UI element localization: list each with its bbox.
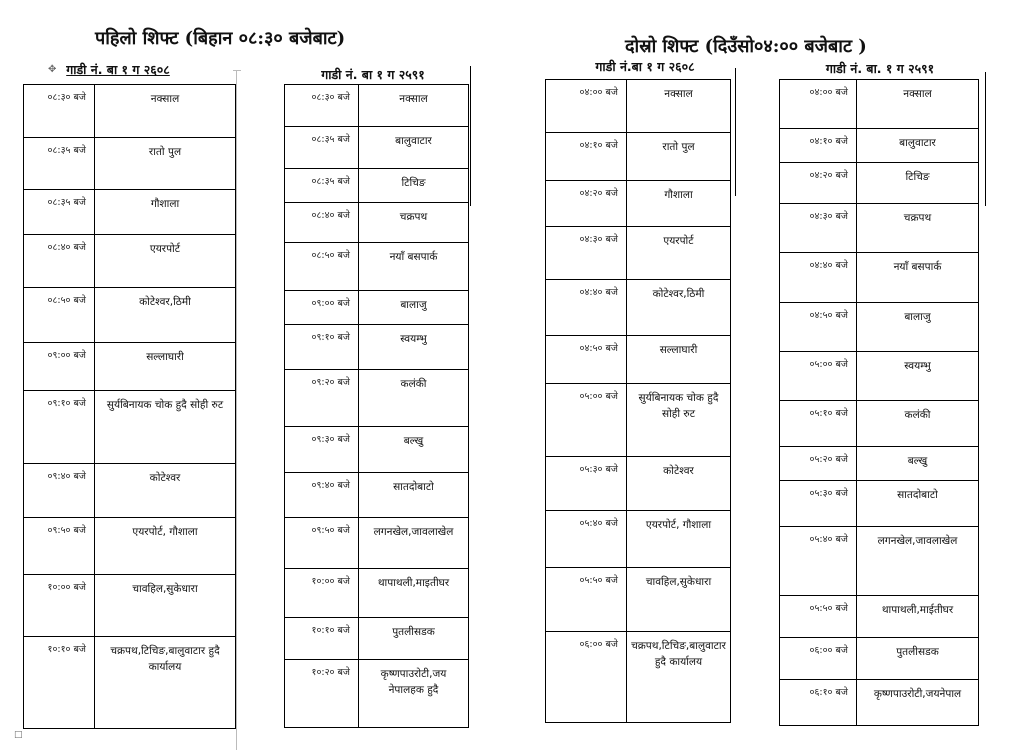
departure-time: ०८:५० बजे — [24, 288, 95, 343]
departure-time: ०९:५० बजे — [285, 518, 359, 569]
stop-name: एयरपोर्ट, गौशाला — [627, 511, 731, 568]
stop-name: कोटेश्वर,ठिमी — [95, 288, 236, 343]
departure-time: १०:१० बजे — [24, 637, 95, 729]
table-row — [546, 80, 731, 133]
stop-name: बालाजु — [857, 303, 979, 352]
departure-time: ०५:२० बजे — [780, 447, 857, 481]
stop-name: बालाजु — [359, 291, 469, 325]
departure-time: १०:०० बजे — [285, 569, 359, 618]
table-row — [780, 447, 979, 481]
stop-name: गौशाला — [627, 181, 731, 227]
departure-time: ०८:५० बजे — [285, 243, 359, 291]
departure-time: ०४:४० बजे — [780, 253, 857, 303]
departure-time: ०५:०० बजे — [780, 352, 857, 401]
stop-name: कृष्णपाउरोटी,जय नेपालहक हुदै — [359, 660, 469, 728]
table-row — [24, 518, 236, 575]
departure-time: ०४:१० बजे — [780, 129, 857, 163]
departure-time: ०९:४० बजे — [24, 464, 95, 518]
departure-time: ०४:१० बजे — [546, 133, 627, 181]
table-row — [24, 575, 236, 637]
stop-name: कोटेश्वर,ठिमी — [627, 280, 731, 336]
stop-name: सुर्यबिनायक चोक हुदै सोही रुट — [95, 391, 236, 464]
departure-time: ०९:३० बजे — [285, 427, 359, 473]
departure-time: ०६:१० बजे — [780, 680, 857, 726]
stop-name: सातदोबाटो — [359, 473, 469, 518]
table-row — [285, 203, 469, 243]
stop-name: चावहिल,सुकेधारा — [95, 575, 236, 637]
stop-name: कलंकी — [359, 370, 469, 427]
table-row — [780, 163, 979, 204]
schedule-table-second-shift-bus-2591 — [779, 79, 979, 726]
table-row — [285, 85, 469, 127]
stop-name: सल्लाघारी — [627, 336, 731, 384]
stop-name: एयरपोर्ट, गौशाला — [95, 518, 236, 575]
stray-line — [735, 68, 736, 196]
stop-name: रातो पुल — [627, 133, 731, 181]
second-shift-title: दोस्रो शिफ्ट (दिउँसो०४:०० बजेबाट ) — [625, 36, 867, 57]
move-handle-icon: ✥ — [48, 64, 57, 75]
schedule-table-first-shift-bus-2608 — [23, 84, 236, 729]
departure-time: ०४:३० बजे — [780, 204, 857, 253]
bus-title-1a: गाडी नं. बा १ ग २६०८ — [66, 62, 170, 77]
stop-name: चक्रपथ,टिचिङ,बालुवाटार हुदै कार्यालय — [627, 632, 731, 723]
stop-name: रातो पुल — [95, 138, 236, 190]
departure-time: ०९:१० बजे — [24, 391, 95, 464]
stop-name: टिचिङ — [359, 169, 469, 203]
departure-time: ०८:४० बजे — [285, 203, 359, 243]
stop-name: स्वयम्भु — [857, 352, 979, 401]
table-row — [780, 596, 979, 638]
departure-time: ०५:०० बजे — [546, 384, 627, 457]
stop-name: बल्खु — [857, 447, 979, 481]
table-row — [24, 343, 236, 391]
stray-line — [470, 66, 471, 206]
departure-time: ०५:४० बजे — [546, 511, 627, 568]
table-row — [780, 303, 979, 352]
table-row — [285, 618, 469, 660]
departure-time: ०९:०० बजे — [285, 291, 359, 325]
stop-name: चक्रपथ — [359, 203, 469, 243]
stop-name: स्वयम्भु — [359, 325, 469, 370]
stop-name: पुतलीसडक — [857, 638, 979, 680]
stop-name: टिचिङ — [857, 163, 979, 204]
departure-time: ०४:५० बजे — [546, 336, 627, 384]
departure-time: ०९:४० बजे — [285, 473, 359, 518]
departure-time: ०५:५० बजे — [780, 596, 857, 638]
table-row — [24, 138, 236, 190]
departure-time: ०५:१० बजे — [780, 401, 857, 447]
table-row — [285, 127, 469, 169]
table-row — [780, 638, 979, 680]
schedule-table-first-shift-bus-2591 — [284, 84, 469, 728]
departure-time: ०४:०० बजे — [546, 80, 627, 133]
table-row — [24, 190, 236, 235]
stop-name: नक्साल — [857, 80, 979, 129]
stop-name: थापाथली,माईतीघर — [857, 596, 979, 638]
stop-name: नयाँ बसपार्क — [857, 253, 979, 303]
stop-name: एयरपोर्ट — [95, 235, 236, 288]
stop-name: कोटेश्वर — [627, 457, 731, 511]
departure-time: ०४:४० बजे — [546, 280, 627, 336]
departure-time: ०४:०० बजे — [780, 80, 857, 129]
table-row — [546, 511, 731, 568]
stop-name: सुर्यबिनायक चोक हुदै सोही रुट — [627, 384, 731, 457]
table-row — [285, 169, 469, 203]
table-corner-mark — [233, 70, 241, 71]
departure-time: ०५:३० बजे — [546, 457, 627, 511]
stop-name: सल्लाघारी — [95, 343, 236, 391]
departure-time: ०८:३० बजे — [285, 85, 359, 127]
stop-name: नयाँ बसपार्क — [359, 243, 469, 291]
table-row — [546, 384, 731, 457]
table-row — [24, 288, 236, 343]
table-row — [285, 325, 469, 370]
stop-name: बालुवाटार — [857, 129, 979, 163]
table-row — [24, 85, 236, 138]
stop-name: गौशाला — [95, 190, 236, 235]
table-row — [780, 253, 979, 303]
stop-name: एयरपोर्ट — [627, 227, 731, 280]
table-row — [780, 527, 979, 596]
departure-time: ०५:५० बजे — [546, 568, 627, 632]
table-row — [780, 680, 979, 726]
schedule-table-second-shift-bus-2608 — [545, 79, 731, 723]
table-row — [285, 427, 469, 473]
table-row — [780, 401, 979, 447]
table-row — [285, 291, 469, 325]
departure-time: ०८:३५ बजे — [285, 127, 359, 169]
stop-name: चावहिल,सुकेधारा — [627, 568, 731, 632]
departure-time: ०८:३५ बजे — [24, 190, 95, 235]
table-row — [285, 473, 469, 518]
table-row — [546, 457, 731, 511]
departure-time: ०८:३० बजे — [24, 85, 95, 138]
departure-time: ०४:२० बजे — [546, 181, 627, 227]
stop-name: थापाथली,माइतीघर — [359, 569, 469, 618]
table-row — [24, 235, 236, 288]
table-row — [546, 280, 731, 336]
departure-time: ०४:२० बजे — [780, 163, 857, 204]
departure-time: ०८:३५ बजे — [285, 169, 359, 203]
table-row — [546, 336, 731, 384]
stop-name: सातदोबाटो — [857, 481, 979, 527]
stop-name: लगनखेल,जावलाखेल — [857, 527, 979, 596]
bus-title-2b: गाडी नं. बा. १ ग २५९१ — [825, 61, 935, 76]
stop-name: पुतलीसडक — [359, 618, 469, 660]
table-row — [285, 370, 469, 427]
stray-line — [985, 72, 986, 206]
bus-title-1b: गाडी नं. बा १ ग २५९१ — [321, 67, 425, 82]
table-row — [285, 569, 469, 618]
table-row — [780, 129, 979, 163]
first-shift-title: पहिलो शिफ्ट (बिहान ०८:३० बजेबाट) — [95, 28, 346, 49]
stop-name: बल्खु — [359, 427, 469, 473]
stop-name: नक्साल — [95, 85, 236, 138]
departure-time: ०४:५० बजे — [780, 303, 857, 352]
departure-time: ०९:१० बजे — [285, 325, 359, 370]
bus-title-2a: गाडी नं.बा १ ग २६०८ — [595, 59, 695, 74]
stop-name: नक्साल — [627, 80, 731, 133]
table-row — [780, 80, 979, 129]
table-row — [285, 518, 469, 569]
departure-time: ०५:४० बजे — [780, 527, 857, 596]
departure-time: ०८:३५ बजे — [24, 138, 95, 190]
stop-name: कृष्णपाउरोटी,जयनेपाल — [857, 680, 979, 726]
departure-time: १०:२० बजे — [285, 660, 359, 728]
table-row — [546, 632, 731, 723]
table-row — [285, 243, 469, 291]
departure-time: ०९:२० बजे — [285, 370, 359, 427]
stop-name: कलंकी — [857, 401, 979, 447]
resize-handle-icon: □ — [14, 730, 23, 740]
stop-name: नक्साल — [359, 85, 469, 127]
stop-name: चक्रपथ — [857, 204, 979, 253]
stop-name: चक्रपथ,टिचिङ,बालुवाटार हुदै कार्यालय — [95, 637, 236, 729]
stop-name: कोटेश्वर — [95, 464, 236, 518]
table-row — [780, 481, 979, 527]
table-row — [780, 352, 979, 401]
table-row — [546, 227, 731, 280]
departure-time: ०४:३० बजे — [546, 227, 627, 280]
departure-time: १०:१० बजे — [285, 618, 359, 660]
departure-time: १०:०० बजे — [24, 575, 95, 637]
stop-name: लगनखेल,जावलाखेल — [359, 518, 469, 569]
departure-time: ०६:०० बजे — [780, 638, 857, 680]
table-row — [24, 464, 236, 518]
table-boundary-line — [236, 70, 237, 750]
departure-time: ०५:३० बजे — [780, 481, 857, 527]
table-row — [285, 660, 469, 728]
table-row — [546, 568, 731, 632]
table-row — [24, 391, 236, 464]
departure-time: ०६:०० बजे — [546, 632, 627, 723]
table-row — [546, 133, 731, 181]
table-row — [780, 204, 979, 253]
departure-time: ०९:०० बजे — [24, 343, 95, 391]
table-row — [546, 181, 731, 227]
departure-time: ०८:४० बजे — [24, 235, 95, 288]
departure-time: ०९:५० बजे — [24, 518, 95, 575]
table-row — [24, 637, 236, 729]
stop-name: बालुवाटार — [359, 127, 469, 169]
